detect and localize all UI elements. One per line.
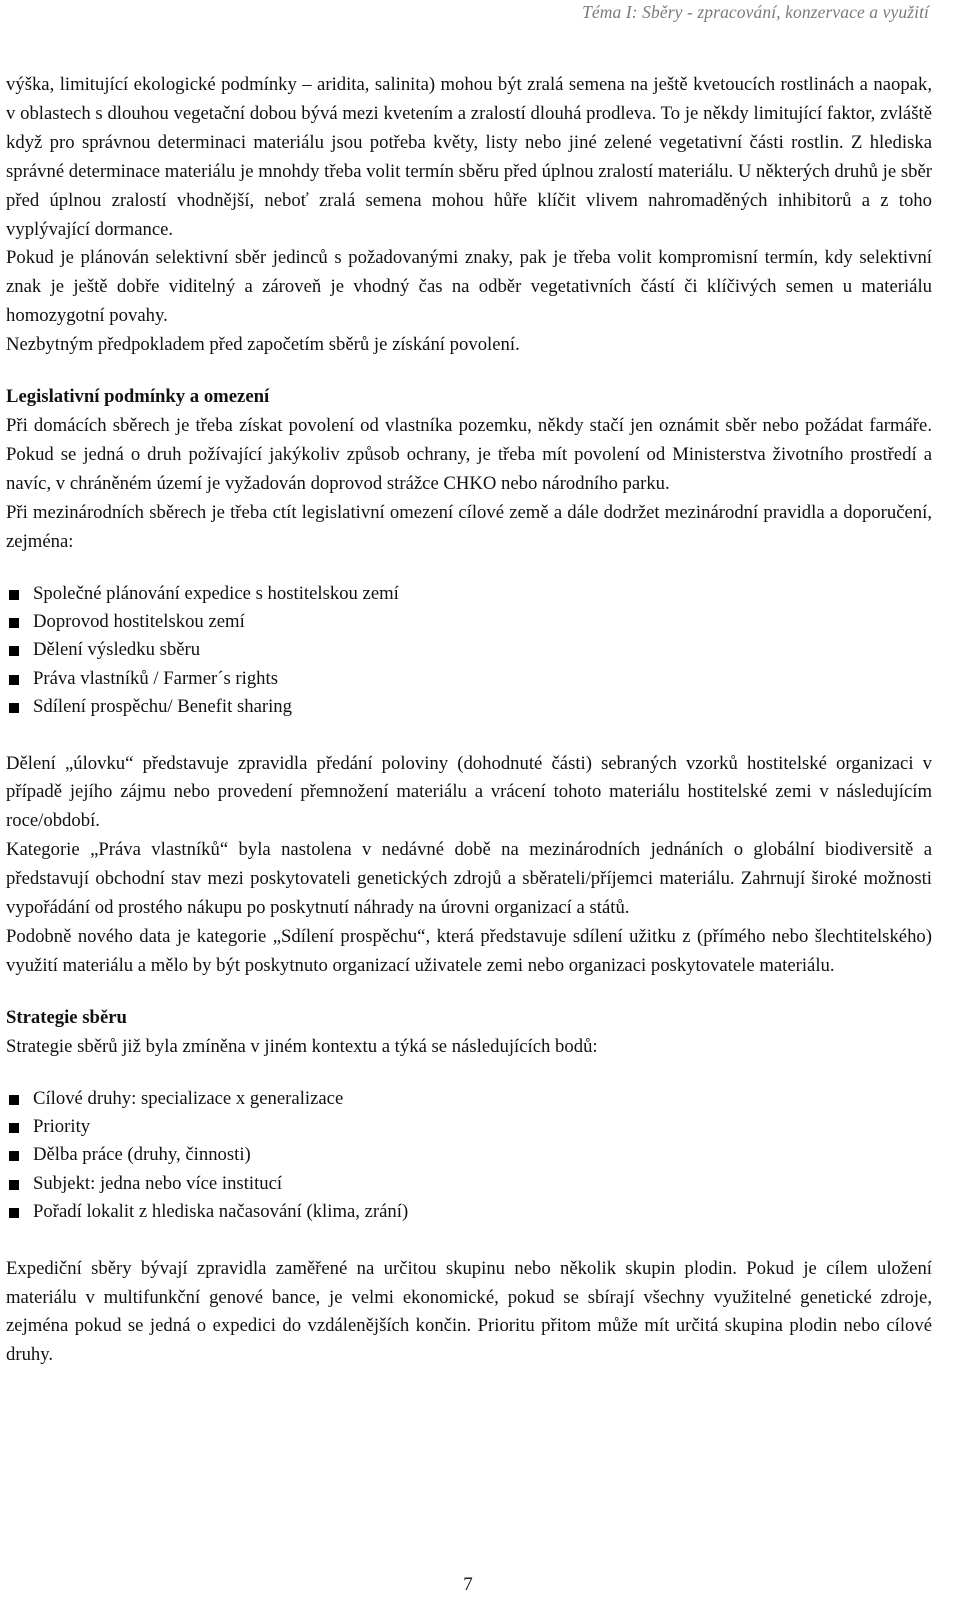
spacer xyxy=(6,360,932,383)
spacer xyxy=(6,1227,932,1255)
square-bullet-icon xyxy=(9,1123,19,1133)
square-bullet-icon xyxy=(9,618,19,628)
list-item xyxy=(6,1113,932,1141)
spacer xyxy=(6,1062,932,1085)
page-content xyxy=(6,71,932,1370)
list-item-text: Doprovod hostitelskou zemí xyxy=(33,610,245,632)
spacer xyxy=(6,722,932,750)
paragraph: Nezbytným předpokladem před započetím sběrů je získání povolení. xyxy=(6,334,520,356)
list-item xyxy=(6,665,932,693)
bullet-list-strategy xyxy=(6,1085,932,1227)
paragraph: výška, limitující ekologické podmínky – aridita, salinita) mohou být zralá semena na ještě kvetoucích rostlinách a naopak, v oblastech s dlouhou vegetační dobou bývá mezi kvetením a zralostí dlouhá prodleva. To je někdy limitující faktor, zvláště když pro správnou determinaci materiálu jsou potřeba květy, listy nebo jiné zelené vegetativní části rostlin. Z hlediska správné determinace materiálu je mnohdy třeba volit termín sběru před úplnou zralostí materiálu. U některých druhů je sběr před úplnou zralostí vhodnější, neboť zralá semena mohou hůře klíčit vlivem nahromaděných inhibitorů a z toho vyplývající dormance. xyxy=(6,74,932,240)
list-item-text: Dělení výsledku sběru xyxy=(33,639,201,661)
list-item xyxy=(6,1141,932,1169)
list-item xyxy=(6,1198,932,1226)
square-bullet-icon xyxy=(9,703,19,713)
paragraph: Pokud je plánován selektivní sběr jedinců s požadovanými znaky, pak je třeba volit kompromisní termín, kdy selektivní znak je ještě dobře viditelný a zároveň je vhodný čas na odběr vegetativních částí či klíčivých semen u materiálu homozygotní povahy. xyxy=(6,247,932,327)
list-item xyxy=(6,608,932,636)
paragraph: Při mezinárodních sběrech je třeba ctít legislativní omezení cílové země a dále dodržet mezinárodní pravidla a doporučení, zejména: xyxy=(6,501,932,552)
paragraph: Při domácích sběrech je třeba získat povolení od vlastníka pozemku, někdy stačí jen oznámit sběr nebo požádat farmáře. Pokud se jedná o druh požívající jakýkoliv způsob ochrany, je třeba mít povolení od Ministerstva životního prostředí a navíc, v chráněném území je vyžadován doprovod strážce CHKO nebo národního parku. xyxy=(6,414,932,494)
list-item-text: Práva vlastníků / Farmer´s rights xyxy=(33,667,278,689)
square-bullet-icon xyxy=(9,1151,19,1161)
list-item-text: Pořadí lokalit z hlediska načasování (klima, zrání) xyxy=(33,1201,409,1223)
paragraph: Podobně nového data je kategorie „Sdílení prospěchu“, která představuje sdílení užitku z (přímého nebo šlechtitelského) využití materiálu a mělo by být poskytnuto organizací uživatele zemi nebo organizaci poskytovatele materiálu. xyxy=(6,925,932,976)
square-bullet-icon xyxy=(9,1208,19,1218)
list-item-text: Subjekt: jedna nebo více institucí xyxy=(33,1172,283,1194)
list-item xyxy=(6,693,932,721)
section-heading-legislation: Legislativní podmínky a omezení xyxy=(6,386,270,408)
section-heading-strategy: Strategie sběru xyxy=(6,1006,127,1028)
paragraph: Kategorie „Práva vlastníků“ byla nastolena v nedávné době na mezinárodních jednáních o globální biodiversitě a představují obchodní stav mezi poskytovateli genetických zdrojů a sběrateli/příjemci materiálu. Zahrnují široké možnosti vypořádání od prostého nákupu po poskytnutí náhrady na úrovni organizací a států. xyxy=(6,839,932,919)
list-item-text: Sdílení prospěchu/ Benefit sharing xyxy=(33,696,292,718)
square-bullet-icon xyxy=(9,675,19,685)
spacer xyxy=(6,557,932,580)
square-bullet-icon xyxy=(9,1180,19,1190)
running-header: Téma I: Sběry - zpracování, konzervace a využití xyxy=(582,2,929,22)
page-number: 7 xyxy=(463,1574,473,1595)
square-bullet-icon xyxy=(9,590,19,600)
list-item-text: Společné plánování expedice s hostitelskou zemí xyxy=(33,582,399,604)
bullet-list-international xyxy=(6,580,932,722)
list-item xyxy=(6,1085,932,1113)
paragraph: Expediční sběry bývají zpravidla zaměřené na určitou skupinu nebo několik skupin plodin. Pokud je cílem uložení materiálu v multifunkční genové bance, je velmi ekonomické, pokud se sbírají všechny využitelné genetické zdroje, zejména pokud se jedná o expedici do vzdálenějších končin. Prioritu přitom může mít určitá skupina plodin nebo cílové druhy. xyxy=(6,1257,932,1366)
spacer xyxy=(6,981,932,1004)
list-item xyxy=(6,580,932,608)
paragraph: Dělení „úlovku“ představuje zpravidla předání poloviny (dohodnuté části) sebraných vzorků hostitelské organizaci v případě jejího zájmu nebo provedení přemnožení materiálu a vrácení tohoto materiálu hostitelské zemi v následujícím roce/období. xyxy=(6,752,932,832)
paragraph: Strategie sběrů již byla zmíněna v jiném kontextu a týká se následujících bodů: xyxy=(6,1035,598,1057)
list-item-text: Priority xyxy=(33,1116,91,1137)
list-item xyxy=(6,636,932,664)
list-item-text: Dělba práce (druhy, činnosti) xyxy=(33,1144,251,1166)
list-item-text: Cílové druhy: specializace x generalizace xyxy=(33,1087,344,1109)
square-bullet-icon xyxy=(9,1095,19,1105)
list-item xyxy=(6,1170,932,1198)
square-bullet-icon xyxy=(9,646,19,656)
